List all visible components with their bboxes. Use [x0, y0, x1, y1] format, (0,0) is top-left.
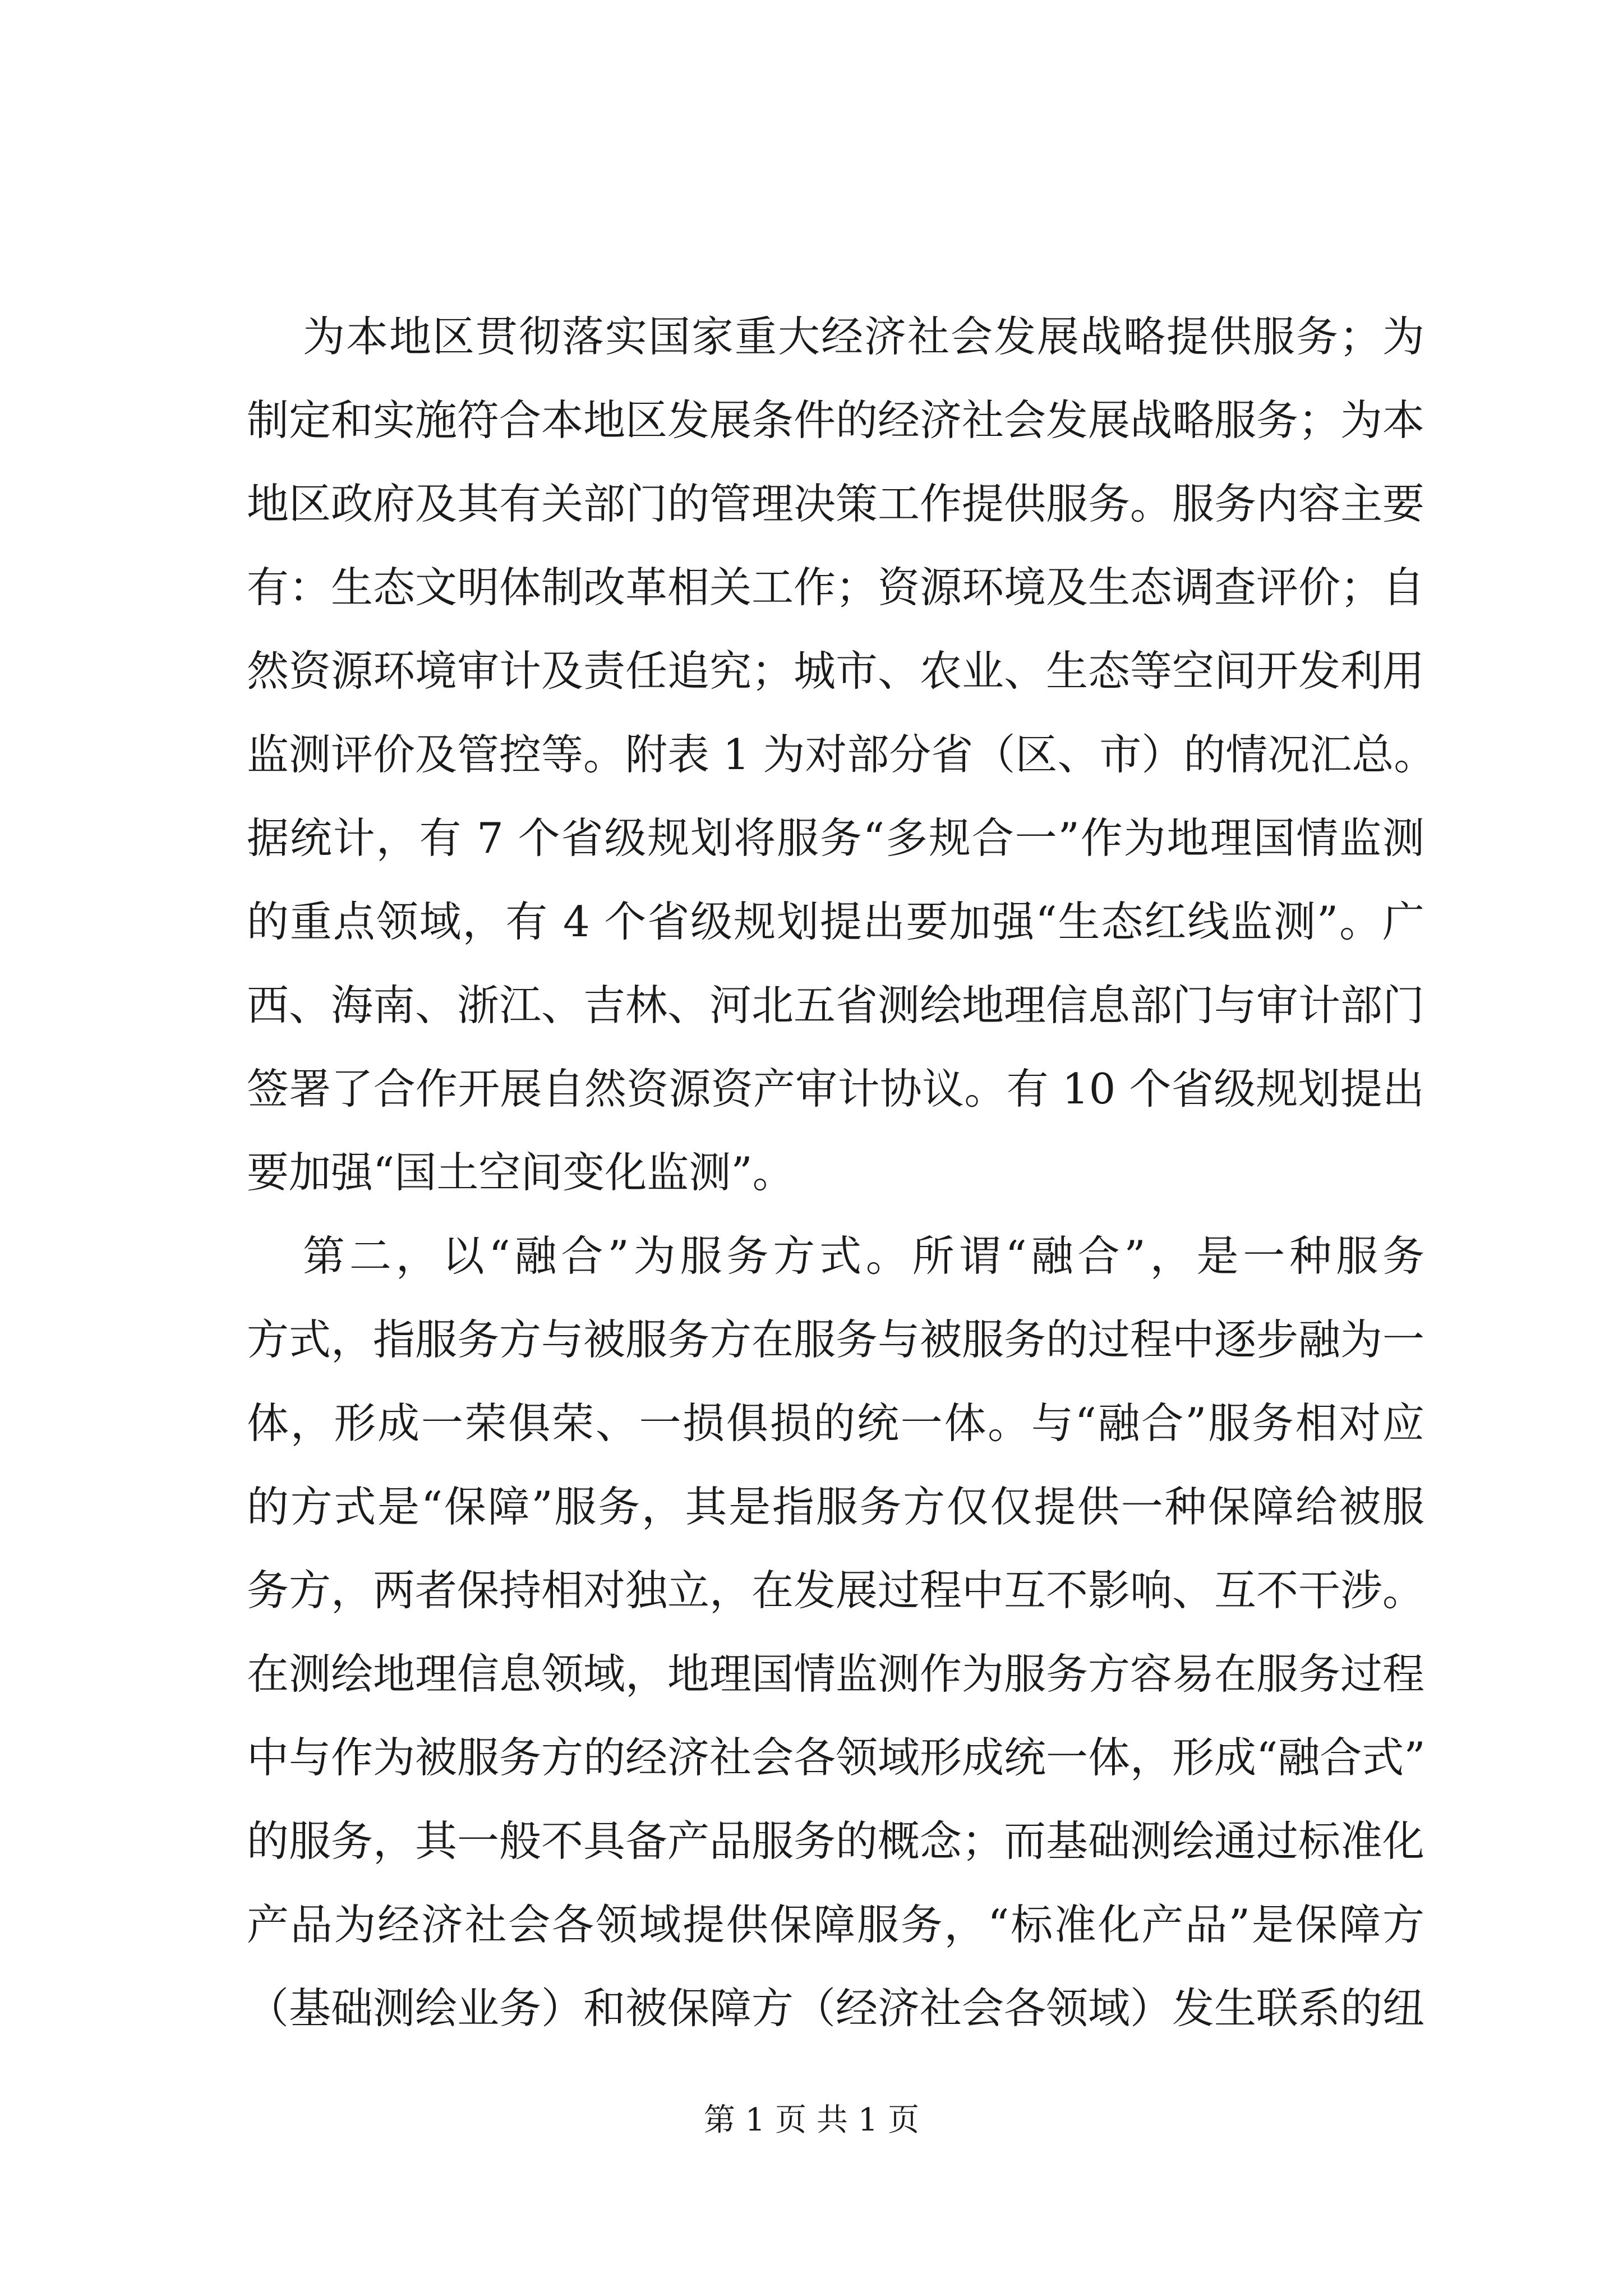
paragraph-line: 方式，指服务方与被服务方在服务与被服务的过程中逐步融为一: [247, 1315, 1425, 1364]
body-text: [247, 295, 1436, 2050]
paragraph-line: 第二，以“融合”为服务方式。所谓“融合”，是一种服务: [303, 1231, 1424, 1281]
paragraph-line: 为本地区贯彻落实国家重大经济社会发展战略提供服务；为: [303, 312, 1424, 361]
paragraph-line: 务方，两者保持相对独立，在发展过程中互不影响、互不干涉。: [247, 1566, 1425, 1615]
paragraph-line: 监测评价及管控等。附表 1 为对部分省（区、市）的情况汇总。: [247, 730, 1436, 779]
paragraph-line: 地区政府及其有关部门的管理决策工作提供服务。服务内容主要: [247, 479, 1425, 528]
paragraph-line: 据统计，有 7 个省级规划将服务“多规合一”作为地理国情监测: [247, 813, 1424, 863]
paragraph-line: 产品为经济社会各领域提供保障服务，“标准化产品”是保障方: [247, 1900, 1424, 1949]
page-footer: 第 1 页 共 1 页: [703, 2102, 920, 2138]
paragraph-line: 的重点领域，有 4 个省级规划提出要加强“生态红线监测”。广: [247, 897, 1424, 946]
paragraph-line: 西、海南、浙江、吉林、河北五省测绘地理信息部门与审计部门: [247, 981, 1425, 1030]
paragraph-line: 的方式是“保障”服务，其是指服务方仅仅提供一种保障给被服: [247, 1482, 1424, 1531]
paragraph-line: 制定和实施符合本地区发展条件的经济社会发展战略服务；为本: [247, 395, 1425, 445]
paragraph-line: 然资源环境审计及责任追究；城市、农业、生态等空间开发利用: [247, 646, 1425, 696]
paragraph-line: 有：生态文明体制改革相关工作；资源环境及生态调查评价；自: [247, 563, 1425, 612]
paragraph-line: （基础测绘业务）和被保障方（经济社会各领域）发生联系的纽: [247, 1984, 1425, 2033]
paragraph-line: 的服务，其一般不具备产品服务的概念；而基础测绘通过标准化: [247, 1816, 1425, 1866]
paragraph-line: 中与作为被服务方的经济社会各领域形成统一体，形成“融合式”: [247, 1733, 1426, 1782]
paragraph-line: 签署了合作开展自然资源资产审计协议。有 10 个省级规划提出: [247, 1064, 1424, 1114]
paragraph-line: 体，形成一荣俱荣、一损俱损的统一体。与“融合”服务相对应: [247, 1398, 1424, 1448]
paragraph-line: 要加强“国土空间变化监测”。: [247, 1148, 795, 1197]
paragraph-line: 在测绘地理信息领域，地理国情监测作为服务方容易在服务过程: [247, 1649, 1425, 1699]
